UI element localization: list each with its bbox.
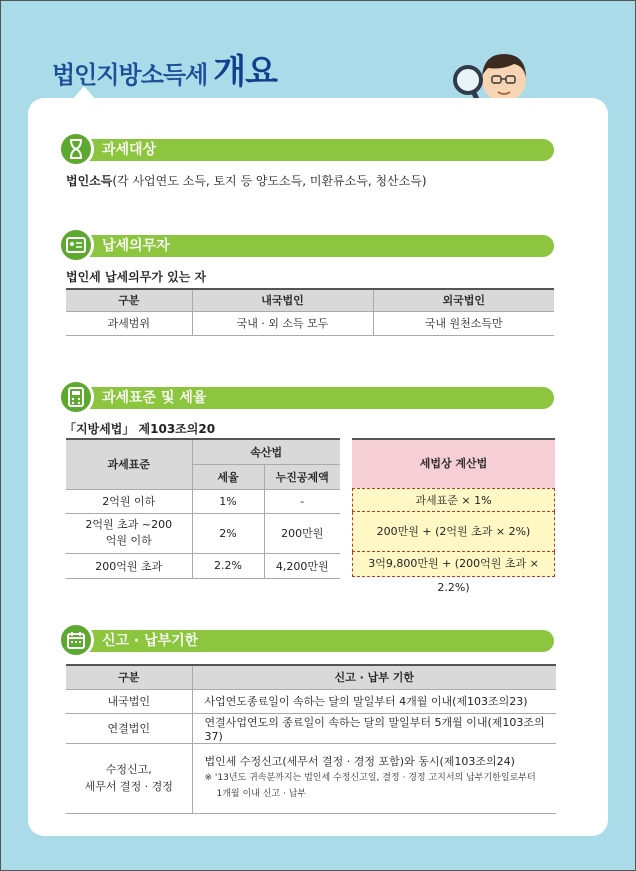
table-row [66, 489, 340, 513]
header-cell: 신고 · 납부 기한 [192, 665, 556, 689]
table-row [66, 553, 340, 578]
table-cell: 과세범위 [66, 311, 192, 335]
table-cell: 200만원 [264, 513, 340, 553]
kind-line: 세무서 결정 · 경정 [84, 780, 173, 793]
table-cell: 2억원 초과 ~200억원 이하 [66, 513, 192, 553]
table-header-row [66, 439, 340, 464]
header-cell: 구분 [66, 289, 192, 311]
kind-line: 수정신고, [105, 763, 152, 776]
table-header-row [66, 665, 556, 689]
section-header-tax-object [64, 139, 554, 161]
section-title: 과세표준 및 세율 [102, 390, 207, 406]
deadline-table [66, 664, 556, 814]
due-line: 법인세 수정신고(세무서 결정 · 경정 포함)와 동시(제103조의24) [204, 755, 515, 768]
calc-header: 세법상 계산법 [352, 438, 555, 488]
section-header-taxpayer [64, 235, 554, 257]
calc-cell: 3억9,800만원 + (200억원 초과 × 2.2%) [352, 552, 555, 577]
table-cell: 1% [192, 489, 264, 513]
table-cell [66, 743, 192, 813]
calc-cell: 200만원 + (2억원 초과 × 2%) [352, 512, 555, 552]
title-main: 법인지방소득세 [52, 61, 208, 89]
table-cell [192, 743, 556, 813]
calc-cell: 과세표준 × 1% [352, 488, 555, 512]
law-reference: 「지방세법」 제103조의20 [64, 422, 216, 436]
table-cell: 사업연도종료일이 속하는 달의 말일부터 4개월 이내(제103조의23) [192, 689, 556, 713]
calendar-icon [58, 622, 94, 658]
hourglass-icon [58, 131, 94, 167]
calculator-icon [58, 379, 94, 415]
header-cell: 과세표준 [66, 439, 192, 489]
table-cell: 국내 · 외 소득 모두 [192, 311, 373, 335]
section-header-tax-rate [64, 387, 554, 409]
header-cell: 구분 [66, 665, 192, 689]
table-cell: 연결사업연도의 종료일이 속하는 달의 말일부터 5개월 이내(제103조의37) [192, 713, 556, 743]
note-line: 1개월 이내 신고 · 납부 [216, 789, 307, 799]
note-line: ※ '13년도 귀속분까지는 법인세 수정신고일, 결정 · 경정 고지서의 납부기한일로부터 [204, 773, 536, 783]
header-cell: 외국법인 [373, 289, 554, 311]
table-cell: 2.2% [192, 553, 264, 578]
table-cell: 연결법인 [66, 713, 192, 743]
section-header-filing-deadline [64, 630, 554, 652]
section-title: 납세의무자 [102, 238, 170, 254]
table-cell: 국내 원천소득만 [373, 311, 554, 335]
section-title: 과세대상 [102, 142, 157, 158]
table-cell: 내국법인 [66, 689, 192, 713]
header-cell: 세율 [192, 464, 264, 489]
tax-object-bold: 법인소득 [66, 174, 113, 188]
table-cell: 2억원 이하 [66, 489, 192, 513]
table-cell: 2% [192, 513, 264, 553]
table-header-row [66, 289, 554, 311]
title-highlight: 개요 [213, 52, 277, 92]
table-row [66, 743, 556, 813]
taxpayer-table [66, 288, 554, 336]
table-cell: 200억원 초과 [66, 553, 192, 578]
taxpayer-subtitle: 법인세 납세의무가 있는 자 [66, 270, 207, 284]
table-row [66, 713, 556, 743]
table-cell: 4,200만원 [264, 553, 340, 578]
calculation-box [352, 438, 555, 594]
table-row [66, 689, 556, 713]
tax-object-detail: (각 사업연도 소득, 토지 등 양도소득, 미환류소득, 청산소득) [112, 174, 427, 188]
header-cell: 속산법 [192, 439, 340, 464]
table-row [66, 311, 554, 335]
id-card-icon [58, 227, 94, 263]
header-cell: 내국법인 [192, 289, 373, 311]
rate-table [66, 438, 340, 579]
header-cell: 누진공제액 [264, 464, 340, 489]
table-cell: - [264, 489, 340, 513]
tax-object-description [66, 172, 427, 189]
table-row [66, 513, 340, 553]
section-title: 신고 · 납부기한 [102, 633, 199, 649]
